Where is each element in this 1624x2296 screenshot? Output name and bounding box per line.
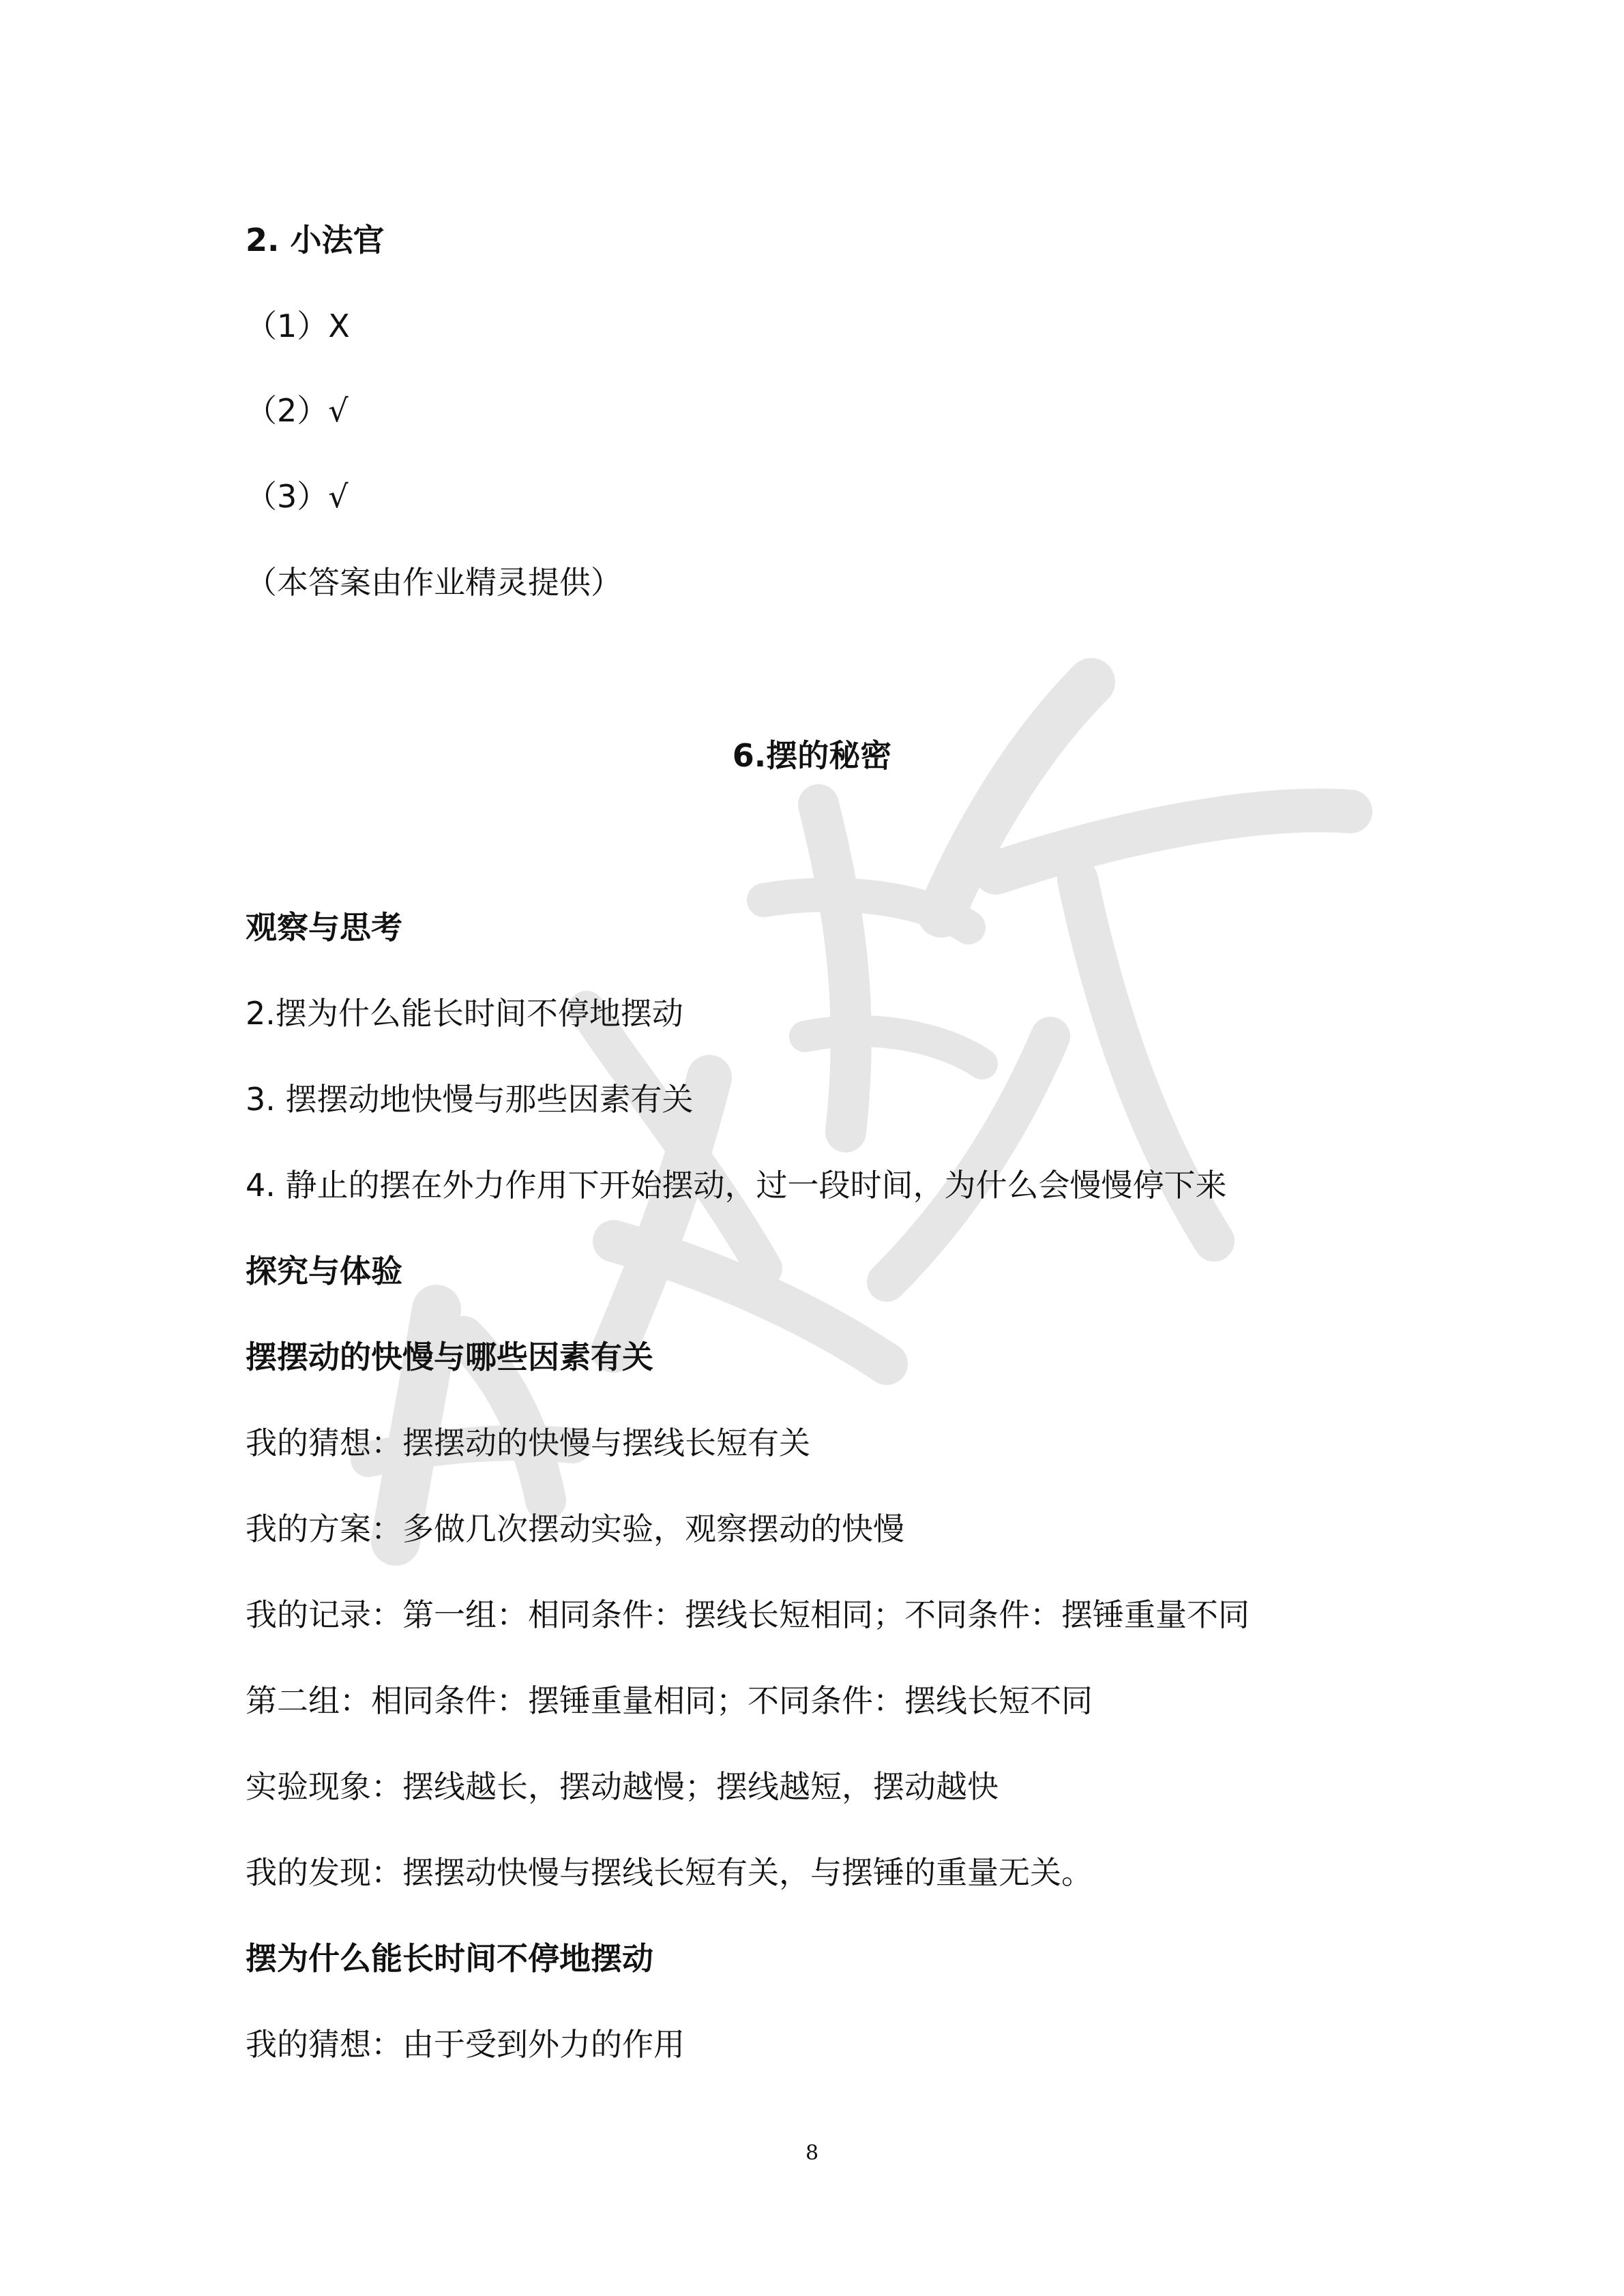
observe-item-2: 3. 摆摆动地快慢与那些因素有关 [246,1081,694,1118]
subheading-why-swing: 摆为什么能长时间不停地摆动 [246,1940,653,1977]
page-number: 8 [805,2141,819,2165]
section-heading-judge: 2. 小法官 [246,222,385,258]
chapter-title: 6.摆的秘密 [732,737,892,774]
answer-line-3: （3）√ [246,478,349,515]
answer-source-note: （本答案由作业精灵提供） [246,564,622,601]
answer-line-1: （1）X [246,308,350,344]
section-heading-observe: 观察与思考 [246,909,402,946]
explore-line-7: 我的猜想：由于受到外力的作用 [246,2026,685,2063]
explore-line-6: 我的发现：摆摆动快慢与摆线长短有关，与摆锤的重量无关。 [246,1854,1093,1891]
explore-line-5: 实验现象：摆线越长，摆动越慢；摆线越短，摆动越快 [246,1768,999,1805]
subheading-pendulum-speed: 摆摆动的快慢与哪些因素有关 [246,1339,653,1375]
answer-line-2: （2）√ [246,392,349,429]
observe-item-3: 4. 静止的摆在外力作用下开始摆动，过一段时间，为什么会慢慢停下来 [246,1167,1227,1204]
explore-line-4: 第二组：相同条件：摆锤重量相同；不同条件：摆线长短不同 [246,1682,1093,1719]
explore-line-2: 我的方案：多做几次摆动实验，观察摆动的快慢 [246,1510,904,1547]
explore-line-3: 我的记录：第一组：相同条件：摆线长短相同；不同条件：摆锤重量不同 [246,1596,1250,1633]
section-heading-explore: 探究与体验 [246,1253,402,1289]
explore-line-1: 我的猜想：摆摆动的快慢与摆线长短有关 [246,1425,810,1461]
observe-item-1: 2.摆为什么能长时间不停地摆动 [246,995,683,1032]
